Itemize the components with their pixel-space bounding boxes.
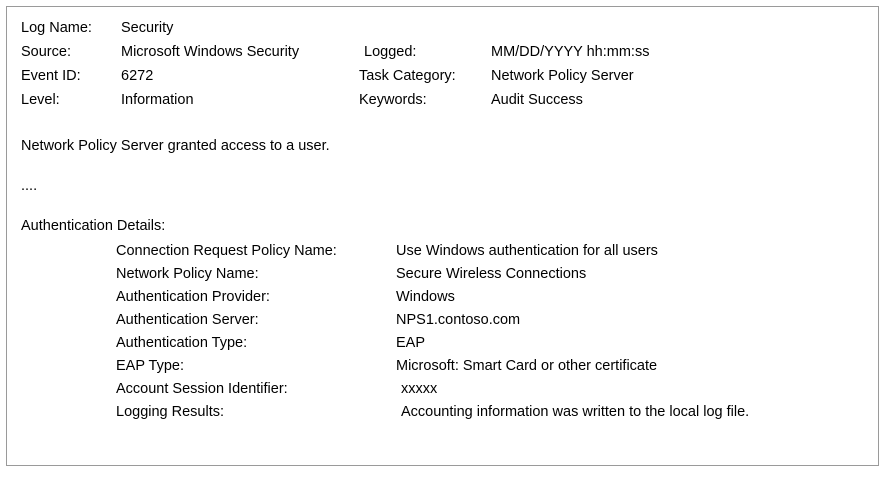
- authentication-provider-value: Windows: [396, 289, 455, 305]
- connection-request-policy-name-label: Connection Request Policy Name:: [116, 243, 337, 259]
- logged-label: Logged:: [364, 44, 417, 60]
- spacer-after-description: [21, 155, 864, 177]
- authentication-provider-label: Authentication Provider:: [116, 289, 270, 305]
- logged-value: MM/DD/YYYY hh:mm:ss: [491, 44, 650, 60]
- account-session-identifier-value: xxxxx: [401, 381, 438, 397]
- level-value: Information: [121, 92, 194, 108]
- authentication-type-label: Authentication Type:: [116, 335, 248, 351]
- account-session-identifier-label: Account Session Identifier:: [116, 381, 288, 397]
- source-value: Microsoft Windows Security: [121, 44, 300, 60]
- connection-request-policy-name-value: Use Windows authentication for all users: [396, 243, 658, 259]
- event-description: Network Policy Server granted access to a user.: [21, 138, 330, 154]
- log-name-label: Log Name:: [21, 20, 92, 36]
- event-id-value: 6272: [121, 68, 154, 84]
- log-name-value: Security: [121, 20, 174, 36]
- spacer-after-ellipsis: [21, 195, 864, 217]
- task-category-label: Task Category:: [359, 68, 456, 84]
- authentication-type-value: EAP: [396, 335, 426, 351]
- logging-results-value: Accounting information was written to the local log file.: [401, 404, 750, 420]
- header-empty-value-0: [491, 19, 864, 37]
- level-label: Level:: [21, 92, 60, 108]
- network-policy-name-label: Network Policy Name:: [116, 266, 259, 282]
- keywords-value: Audit Success: [491, 92, 583, 108]
- event-details-panel: [6, 6, 879, 466]
- source-label: Source:: [21, 44, 71, 60]
- event-header-grid: [21, 19, 864, 109]
- ellipsis-text: ....: [21, 178, 38, 194]
- spacer-after-header: [21, 109, 864, 137]
- network-policy-name-value: Secure Wireless Connections: [396, 266, 587, 282]
- keywords-label: Keywords:: [359, 92, 427, 108]
- eap-type-label: EAP Type:: [116, 358, 184, 374]
- task-category-value: Network Policy Server: [491, 68, 634, 84]
- authentication-server-label: Authentication Server:: [116, 312, 259, 328]
- event-id-label: Event ID:: [21, 68, 81, 84]
- authentication-server-value: NPS1.contoso.com: [396, 312, 521, 328]
- logging-results-label: Logging Results:: [116, 404, 225, 420]
- header-empty-label-0: [359, 19, 491, 37]
- eap-type-value: Microsoft: Smart Card or other certificate: [396, 358, 658, 374]
- authentication-details-grid: [21, 242, 864, 421]
- authentication-details-title: Authentication Details:: [21, 218, 166, 234]
